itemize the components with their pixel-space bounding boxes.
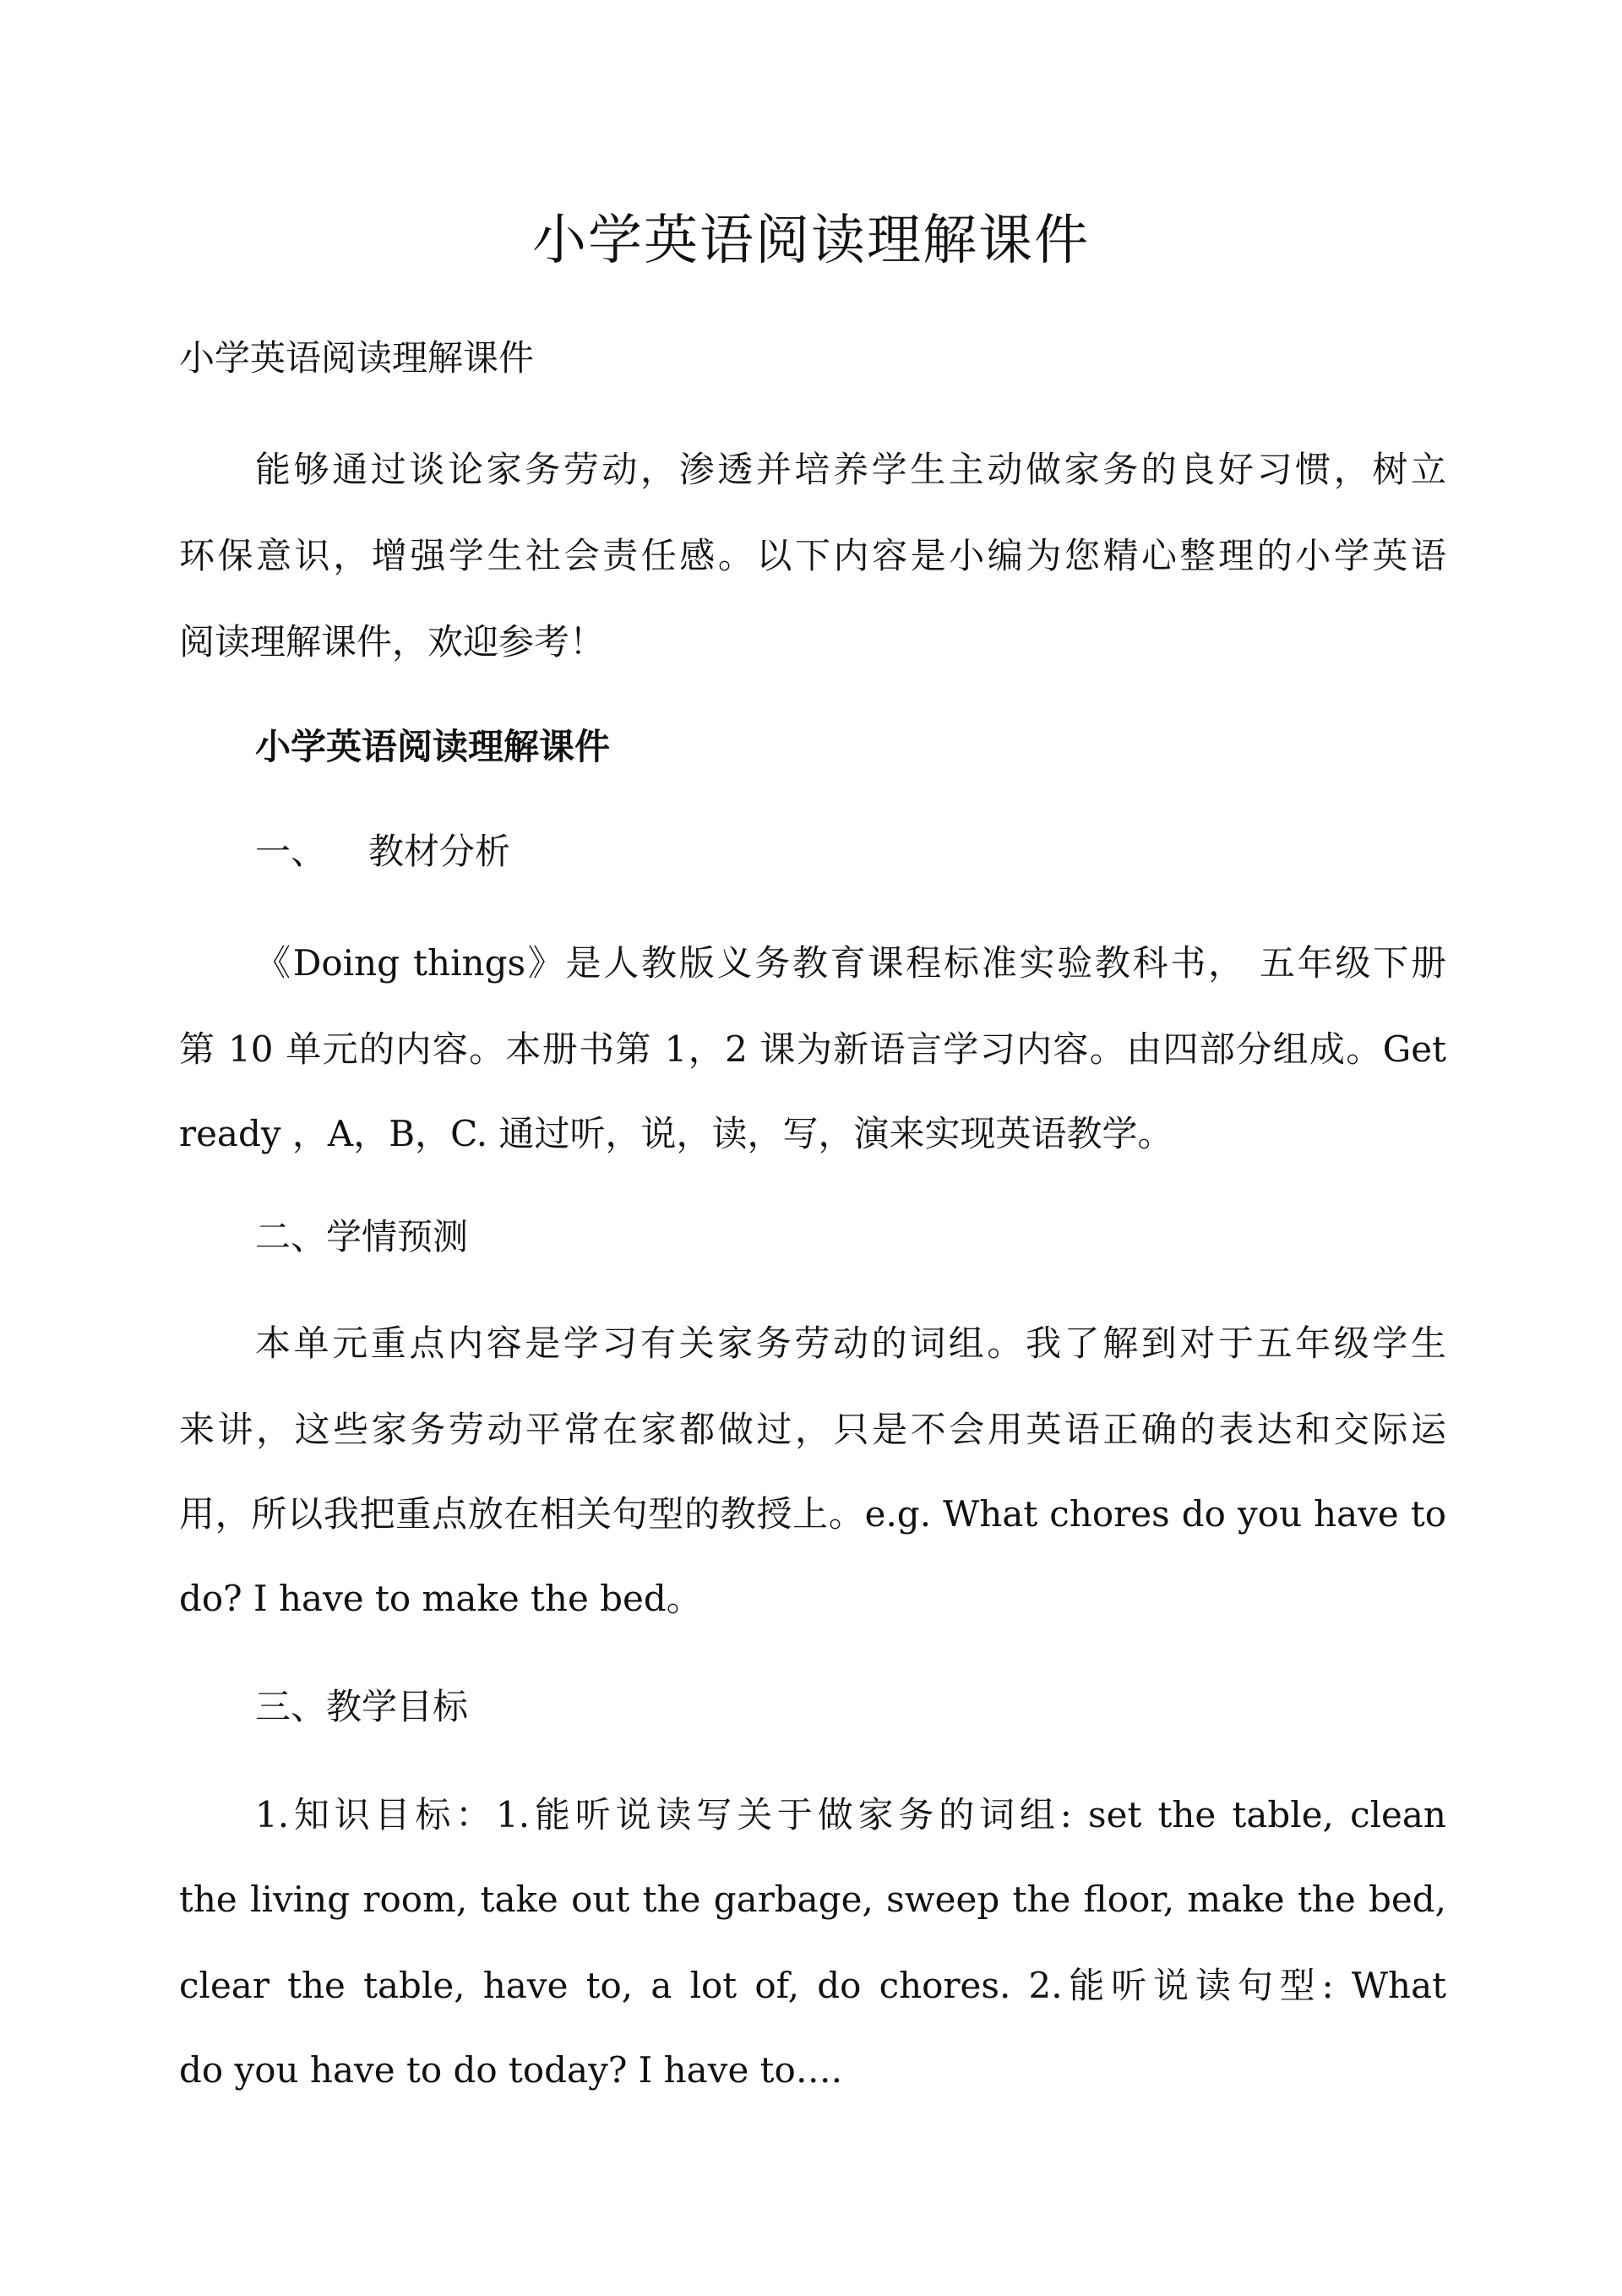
section1-heading: [255, 826, 1446, 877]
section1-number: 一、: [255, 831, 327, 872]
section3-line-2: the living room, take out the garbage, sweep the floor, make the bed,: [179, 1879, 1446, 1920]
section2-line-2: 来讲，这些家务劳动平常在家都做过，只是不会用英语正确的表达和交际运: [179, 1409, 1446, 1450]
section1-title: 教材分析: [368, 831, 511, 872]
section2-heading: 二、学情预测: [255, 1216, 469, 1257]
section1-line-3: ready ，A，B，C. 通过听，说，读，写，演来实现英语教学。: [179, 1113, 1173, 1154]
section2-line-1: 本单元重点内容是学习有关家务劳动的词组。我了解到对于五年级学生: [255, 1323, 1446, 1364]
section2-line-4: do? I have to make the bed。: [179, 1578, 702, 1619]
section1-line-2: 第 10 单元的内容。本册书第 1，2 课为新语言学习内容。由四部分组成。Get: [179, 1028, 1446, 1070]
section2-line-3: 用，所以我把重点放在相关句型的教授上。e.g. What chores do you have to: [179, 1493, 1446, 1535]
section3-line-4: do you have to do today? I have to….: [179, 2049, 843, 2091]
section1-line-1: 《Doing things》是人教版义务教育课程标准实验教科书， 五年级下册: [255, 942, 1446, 984]
intro-line-1: 能够通过谈论家务劳动，渗透并培养学生主动做家务的良好习惯，树立: [255, 449, 1446, 490]
intro-line-2: 环保意识，增强学生社会责任感。以下内容是小编为您精心整理的小学英语: [179, 535, 1446, 576]
section3-line-3: clear the table, have to, a lot of, do chores. 2.能听说读句型: What: [179, 1965, 1446, 2006]
document-title: 小学英语阅读理解课件: [532, 210, 1090, 272]
section3-heading: 三、教学目标: [255, 1686, 469, 1727]
section3-line-1: 1.知识目标：1.能听说读写关于做家务的词组: set the table, clean: [255, 1794, 1446, 1835]
document-subtitle: 小学英语阅读理解课件: [179, 337, 535, 379]
intro-line-3: 阅读理解课件，欢迎参考！: [179, 621, 606, 663]
bold-section-heading: 小学英语阅读理解课件: [255, 726, 611, 767]
